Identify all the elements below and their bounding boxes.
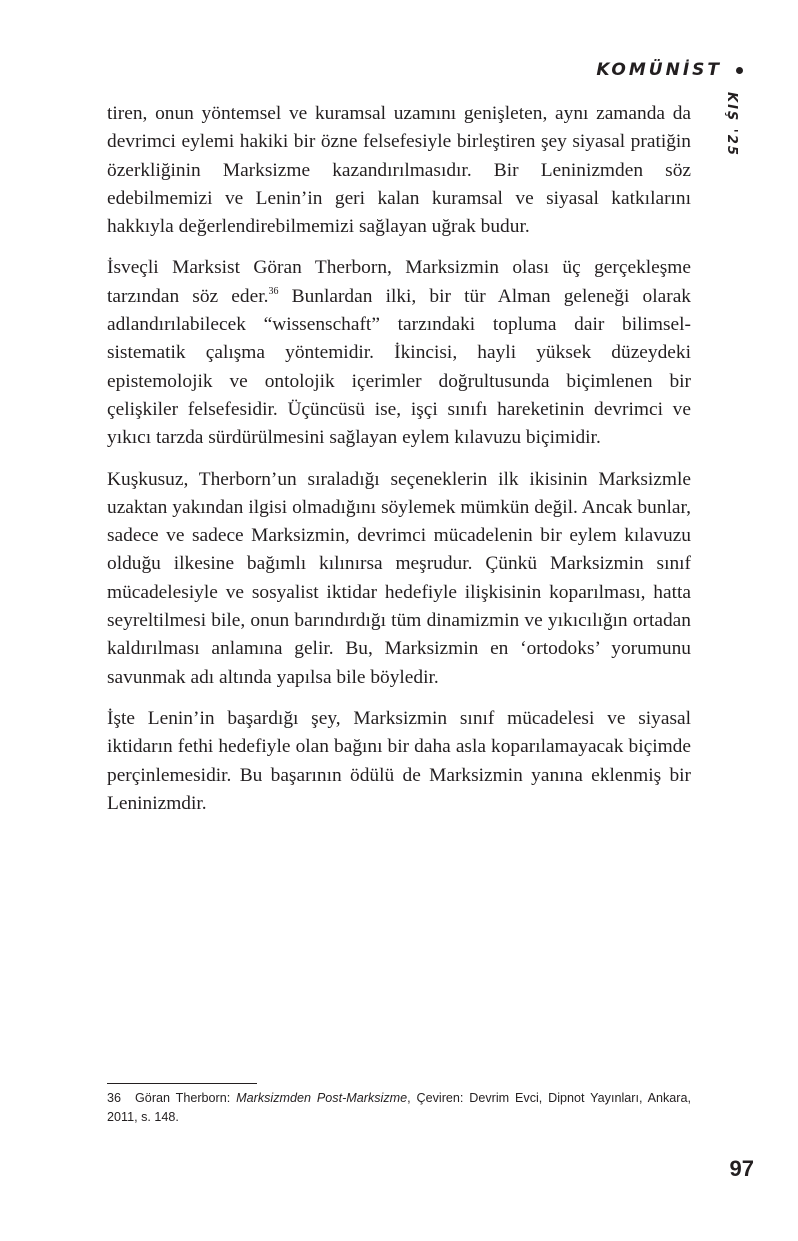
footnote-author: Göran Therborn: — [135, 1091, 237, 1105]
page-number: 97 — [729, 1156, 754, 1181]
paragraph-2 — [107, 254, 691, 452]
body-text — [107, 100, 691, 831]
footnote-reference[interactable]: 36 — [268, 285, 279, 297]
footnote-number: 36 — [107, 1091, 122, 1105]
footnote-book-title: Marksizmden Post-Marksizme — [236, 1091, 408, 1105]
footnote-divider — [107, 1083, 257, 1084]
paragraph-4: İşte Lenin’in başardığı şey, Marksizmin sınıf mücadelesi ve siyasal iktidarın fethi hedefiyle olan bağını bir daha asla koparılamayacak biçimde perçinlemesidir. Bu başarının ödülü de Marksizmin yanına eklenmiş bir Leninizmdir. — [107, 707, 691, 814]
issue-label: KIŞ '25 — [724, 92, 739, 157]
bullet-dot-icon — [736, 67, 743, 74]
running-head — [596, 60, 743, 80]
footnote — [107, 1089, 691, 1127]
paragraph-3: Kuşkusuz, Therborn’un sıraladığı seçeneklerin ilk ikisinin Marksizmle uzaktan yakından ilgisi olmadığını söylemek mümkün değil. Ancak bunlar, sadece ve sadece Marksizmin, devrimci mücadelenin bir eylem kılavuzu olduğu ilkesine bağımlı kılınırsa meşrudur. Çünkü Marksizmin sınıf mücadelesiyle ve sosyalist iktidar hedefiyle ilişkisinin koparılması, hatta seyreltilmesi bile, onun barındırdığı tüm dinamizmin ve yıkıcılığın ortadan kaldırılması anlamına gelir. Bu, Marksizmin en ‘ortodoks’ yorumunu savunmak adı altında yapılsa bile böyledir. — [107, 468, 691, 688]
footnote-details: , Çeviren: Devrim Evci, Dipnot Yayınları, Ankara, 2011, s. 148. — [107, 1091, 692, 1124]
paragraph-1: tiren, onun yöntemsel ve kuramsal uzamını genişleten, aynı zamanda da devrimci eylemi hakiki bir özne felsefesiyle birleştiren şey siyasal pratiğin özerkliğinin Marksizme kazandırılmasıdır. Bir Leninizmden söz edebilmemizi ve Lenin’in geri kalan kuramsal ve siyasal katkılarını hakkıyla değerlendirebilmemizi sağlayan uğrak budur. — [107, 103, 691, 238]
paragraph-2-after-note: Bunlardan ilki, bir tür Alman geleneği olarak adlandırılabilecek “wissenschaft” tarzındaki topluma dair bilimsel-sistematik çalışma yöntemidir. İkincisi, hayli yüksek düzeydeki epistemolojik ve ontolojik içerimler doğrultusunda biçimlenen bir çelişkiler felsefesidir. Üçüncüsü ise, işçi sınıfı hareketinin devrimci ve yıkıcı tarzda sürdürülmesini sağlayan eylem kılavuzu biçimidir. — [107, 285, 692, 449]
journal-title: KOMÜNİST — [596, 60, 722, 80]
paragraph-2-before-note: İsveçli Marksist Göran Therborn, Marksizmin olası üç gerçekleşme tarzından söz eder. — [107, 257, 691, 307]
